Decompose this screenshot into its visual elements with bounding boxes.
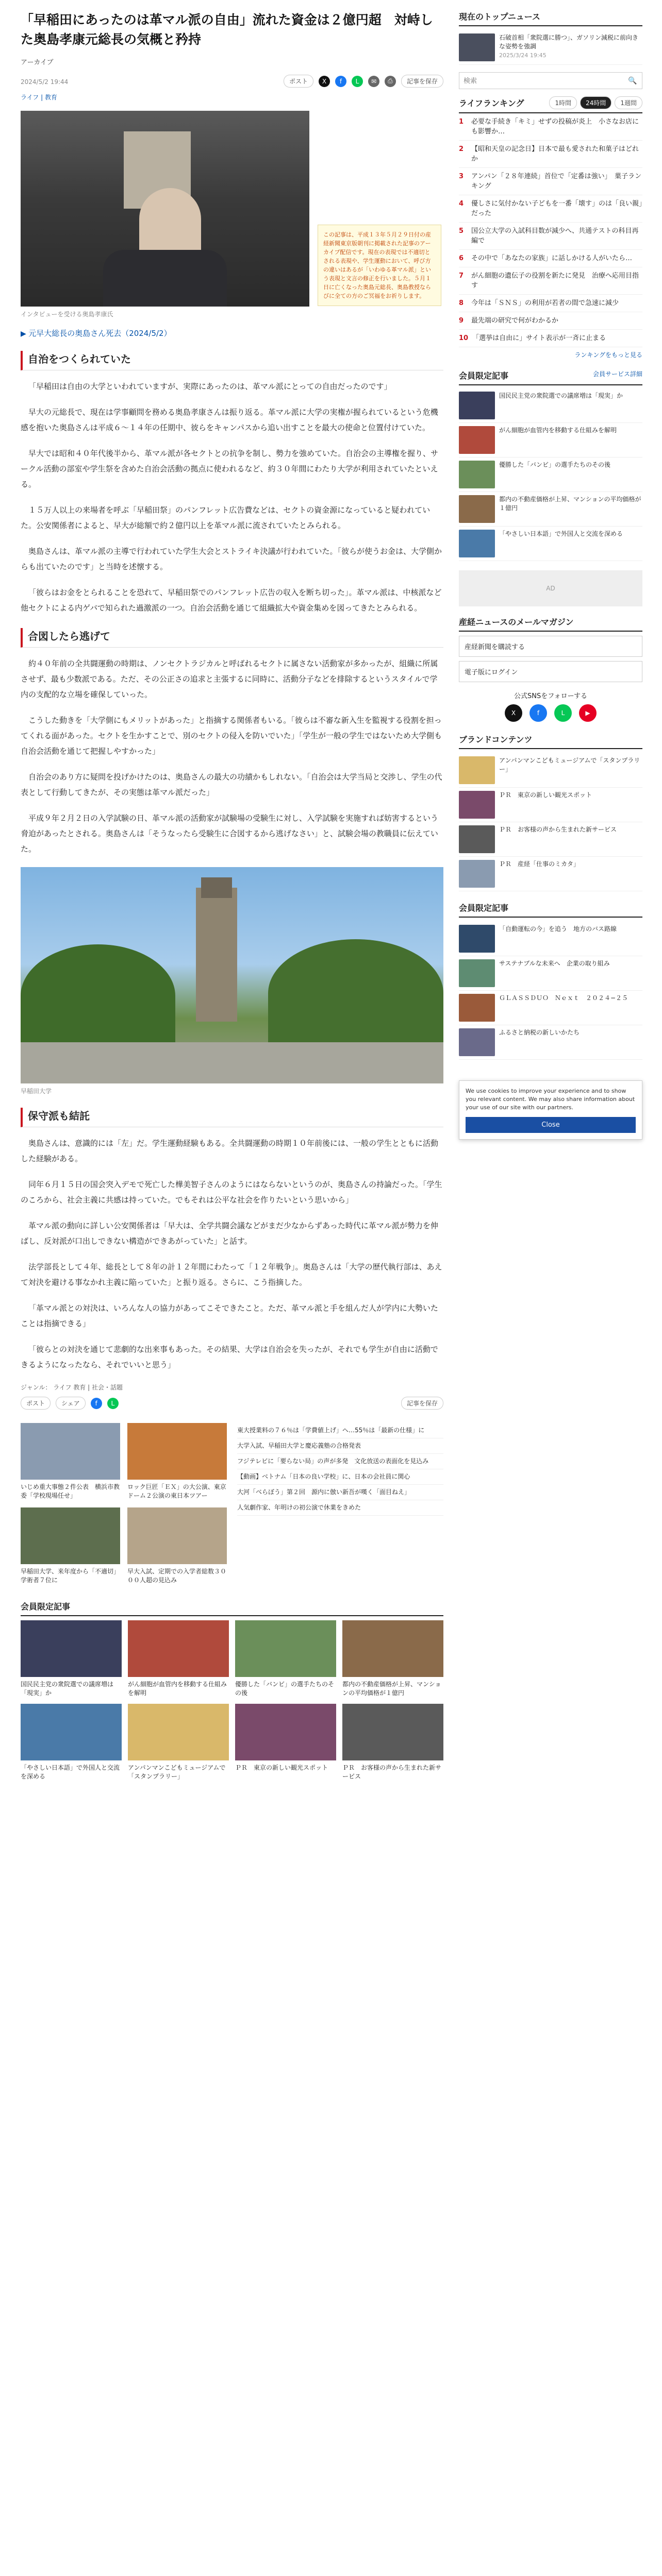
top-news-date: 2025/3/24 19:45 bbox=[499, 52, 547, 59]
paragraph: 早大の元総長で、現在は学事顧問を務める奥島孝康さんは振り返る。革マル派に大学の実権が握られているという危機感を抱いた奥島さんは平成６〜１４年の任期中、彼らをキャンパスから追い出すことを最大の使命と位置付けていた。 bbox=[21, 408, 438, 432]
ranking-item[interactable]: 9 最先端の研究で何がわかるか bbox=[459, 312, 642, 330]
paragraph: 奥島さんは、革マル派の主導で行われていた学生大会とストライキ決議が行われていた。「彼らが使うお金は、大学側からも出ていたのです」と当時を述懐する。 bbox=[21, 547, 442, 571]
pr2-item[interactable]: 「自動運転の今」を追う 地方のバス路線 bbox=[459, 922, 642, 956]
article-title: 「早稲田にあったのは革マル派の自由」流れた資金は２億円超 対峙した奥島孝康元総長の気概と矜持 bbox=[21, 12, 433, 47]
ranking-list bbox=[459, 113, 642, 347]
facebook-icon[interactable]: f bbox=[529, 704, 547, 722]
paragraph: 平成９年２月２日の入学試験の日、革マル派の活動家が試験場の受験生に対し、入学試験を実施すれば妨害するという脅迫があったとされる。奥島さんは「そうなったら受験生に合図するから逃げなさい」と、試験会場の教職員に伝えていた。 bbox=[21, 814, 439, 854]
subscribe-link[interactable]: 産経新聞を購読する bbox=[459, 636, 642, 657]
cookie-close-button[interactable]: Close bbox=[466, 1117, 636, 1133]
top-news-thumb bbox=[459, 33, 495, 61]
photo1-caption: インタビューを受ける奥島孝康氏 bbox=[21, 311, 113, 318]
related-card[interactable]: いじめ重大事態２件公表 横浜市教委「学校現場任せ」 bbox=[21, 1423, 120, 1500]
paragraph: 早大では昭和４０年代後半から、革マル派が各セクトとの抗争を制し、勢力を強めていた。自治会の主導権を握り、サークル活動の部室や学生祭を含めた自治会活動の拠点に使われるなど、約３０年間にわたり大学が利用されていたといえる。 bbox=[21, 449, 439, 489]
recommend-item[interactable]: 国民民主党の衆院選での議席増は「現実」か bbox=[459, 388, 642, 423]
paragraph: 奥島さんは、意識的には「左」だ。学生運動経験もある。全共闘運動の時期１０年前後には、一般の学生とともに活動した経験がある。 bbox=[21, 1139, 439, 1163]
search-box bbox=[459, 72, 642, 89]
ranking-item[interactable]: 10 「選挙は自由に」サイト表示が一斉に止まる bbox=[459, 330, 642, 347]
sns-icons bbox=[459, 704, 642, 722]
member-card[interactable]: 優勝した「バンビ」の選手たちのその後 bbox=[235, 1620, 336, 1698]
related-arrow-icon: ▶ bbox=[21, 330, 29, 338]
pr-item[interactable]: ＰＲ 産経「仕事のミカタ」 bbox=[459, 857, 642, 891]
member-articles-grid bbox=[21, 1620, 443, 1781]
article-date: 2024/5/2 19:44 bbox=[21, 78, 69, 86]
related-link[interactable]: 元早大総長の奥島さん死去（2024/5/2） bbox=[28, 329, 172, 338]
member-card[interactable]: 「やさしい日本語」で外国人と交流を深める bbox=[21, 1704, 122, 1781]
member-card[interactable]: がん細胞が血管内を移動する仕組みを解明 bbox=[128, 1620, 229, 1698]
member-articles-heading: 会員限定記事 bbox=[21, 1600, 443, 1616]
ranking-heading: ライフランキング bbox=[459, 98, 524, 108]
paragraph: 「彼らとの対決を通じて悲劇的な出来事もあった。その結果、大学は自治会を失ったが、それでも学生が自由に活動できるようになったなら、それでいいと思う」 bbox=[21, 1345, 438, 1369]
paragraph: 革マル派の動向に詳しい公安関係者は「早大は、全学共闘会議などがまだ少なからずあった時代に革マル派が勢力を伸ばし、反対派が口出しできない構造ができあがっていた」と話す。 bbox=[21, 1221, 438, 1246]
ranking-tab[interactable]: 1週間 bbox=[615, 96, 642, 109]
ranking-item[interactable]: 5 国公立大学の入試科目数が減少へ、共通テストの科目再編で bbox=[459, 223, 642, 250]
top-news-heading: 現在のトップニュース bbox=[459, 10, 642, 26]
pr2-item[interactable]: ふるさと納税の新しいかたち bbox=[459, 1025, 642, 1060]
interview-photo bbox=[21, 111, 309, 307]
section-heading: 自治をつくられていた bbox=[21, 351, 443, 370]
photo2-caption: 早稲田大学 bbox=[21, 1088, 52, 1095]
newsletter-heading: 産経ニュースのメールマガジン bbox=[459, 616, 642, 632]
member-card[interactable]: ＰＲ お客様の声から生まれた新サービス bbox=[342, 1704, 443, 1781]
pr2-heading: 会員限定記事 bbox=[459, 902, 642, 918]
line-icon[interactable]: L bbox=[107, 1398, 119, 1409]
article-column bbox=[21, 10, 443, 1781]
sidebar bbox=[459, 10, 642, 1140]
x-icon[interactable]: X bbox=[319, 76, 330, 87]
youtube-icon[interactable]: ▶ bbox=[579, 704, 597, 722]
share-button[interactable]: シェア bbox=[56, 1397, 86, 1410]
recommend-more-link[interactable]: 会員サービス詳細 bbox=[592, 370, 642, 378]
print-icon[interactable]: ⎙ bbox=[385, 76, 396, 87]
ranking-item[interactable]: 1 必要な手続き「キミ」せずの投稿が炎上 小さなお店にも影響か… bbox=[459, 113, 642, 141]
related-list-item[interactable]: 大学入試、早稲田大学と慶応義塾の合格発表 bbox=[237, 1438, 443, 1454]
facebook-icon[interactable]: f bbox=[335, 76, 346, 87]
ranking-item[interactable]: 7 がん細胞の遺伝子の役割を新たに発見 治療へ応用目指す bbox=[459, 267, 642, 295]
ranking-item[interactable]: 3 アンパン「２８年連続」首位で「定番は強い」 菓子ランキング bbox=[459, 168, 642, 195]
paragraph: 「彼らはお金をとられることを恐れて、早稲田祭でのパンフレット広告の収入を断ち切った」。革マル派は、中核派など他セクトによる内ゲバで知られた過激派の一つ。自治会活動を通じて組織拡大や資金集めを図ってきたとみられる。 bbox=[21, 588, 442, 613]
pr-item[interactable]: ＰＲ 東京の新しい観光スポット bbox=[459, 788, 642, 822]
related-list-item[interactable]: 人気劇作家、年明けの初公演で休業をきめた bbox=[237, 1500, 443, 1516]
member-card[interactable]: 国民民主党の衆院選での議席増は「現実」か bbox=[21, 1620, 122, 1698]
recommend-item[interactable]: 「やさしい日本語」で外国人と交流を深める bbox=[459, 527, 642, 561]
ranking-tab[interactable]: 1時間 bbox=[549, 96, 577, 109]
member-card[interactable]: 都内の不動産価格が上昇、マンションの平均価格が１億円 bbox=[342, 1620, 443, 1698]
login-link[interactable]: 電子版にログイン bbox=[459, 661, 642, 682]
pr-item[interactable]: ＰＲ お客様の声から生まれた新サービス bbox=[459, 822, 642, 857]
cookie-text: We use cookies to improve your experience and to show you relevant content. We may also share information about your use of our site with our partners. bbox=[466, 1088, 635, 1111]
related-card[interactable]: 早稲田大学、来年度から「不適切」学術者７位に bbox=[21, 1507, 120, 1585]
pr2-item[interactable]: ＧＬＡＳＳＤＵＯ Ｎｅｘｔ ２０２４−２５ bbox=[459, 991, 642, 1025]
facebook-icon[interactable]: f bbox=[91, 1398, 102, 1409]
related-list-item[interactable]: 東大授業料の７６％は「学費値上げ」へ…55％は「最新の仕様」に bbox=[237, 1423, 443, 1438]
recommend-heading: 会員限定記事 bbox=[459, 371, 509, 381]
recommend-item[interactable]: 優勝した「バンビ」の選手たちのその後 bbox=[459, 457, 642, 492]
footer-tags[interactable]: ジャンル： ライフ 教育 | 社会・話題 bbox=[21, 1384, 123, 1391]
search-input[interactable] bbox=[459, 73, 623, 89]
paragraph: 「早稲田は自由の大学といわれていますが、実際にあったのは、革マル派にとっての自由だったのです」 bbox=[28, 382, 392, 391]
post-button[interactable]: ポスト bbox=[21, 1397, 51, 1410]
section-heading: 合図したら逃げて bbox=[21, 628, 443, 648]
member-card[interactable]: アンパンマンこどもミュージアムで「スタンプラリー」 bbox=[128, 1704, 229, 1781]
article-tags[interactable]: ライフ | 教育 bbox=[21, 94, 57, 101]
search-icon[interactable]: 🔍 bbox=[628, 76, 637, 85]
banner-ad[interactable]: AD bbox=[459, 570, 642, 606]
recommend-item[interactable]: がん細胞が血管内を移動する仕組みを解明 bbox=[459, 423, 642, 457]
paragraph: こうした動きを「大学側にもメリットがあった」と指摘する関係者もいる。「彼らは不審な新入生を監視する役割を担ってくれる面があった。セクトを生かすことで、別のセクトの侵入を防いでいた」「学生が一般の学生ではないため大学側も自治会活動を通じて把握しやすかった」 bbox=[21, 716, 442, 756]
paragraph: 法学部長として４年、総長として８年の計１２年間にわたって「１２年戦争」。奥島さんは「大学の歴代執行部は、あえて対決を避ける事なかれ主義に陥っていた」と振り返る。さらに、こう指摘した。 bbox=[21, 1262, 442, 1287]
sns-heading: 公式SNSをフォローする bbox=[514, 692, 587, 700]
line-icon[interactable]: L bbox=[554, 704, 572, 722]
share-bar-bottom bbox=[21, 1397, 443, 1410]
ranking-item[interactable]: 2 【昭和天皇の記念日】日本で最も愛された和菓子はどれか bbox=[459, 141, 642, 168]
save-article-button[interactable]: 記事を保存 bbox=[401, 75, 443, 88]
pr-item[interactable]: アンパンマンこどもミュージアムで「スタンプラリー」 bbox=[459, 753, 642, 788]
related-list-item[interactable]: フジテレビに「要らない局」の声が多発 文化放送の表面化を見込み bbox=[237, 1454, 443, 1469]
related-card[interactable]: ロック巨匠「ＥＸ」の大公演、東京ドーム２公演の東日本ツアー bbox=[127, 1423, 227, 1500]
save-article-button[interactable]: 記事を保存 bbox=[401, 1397, 443, 1410]
paragraph: 「革マル派との対決は、いろんな人の協力があってこそできたこと。ただ、革マル派と手を組んだ人が学内に大勢いたことは指摘できる」 bbox=[21, 1303, 438, 1328]
archive-note: この記事は、平成１３年５月２９日付の産経新聞東京版朝刊に掲載された記事のアーカイブ配信です。現在の表現では不適切とされる表現や、学生運動において、呼び方の違いはあるが「いわゆる革マル派」という表現と文言の修正を行いました。５月１日に亡くなった奥島元総長、奥島教授ならびに全ての方のご冥福をお祈りします。 bbox=[318, 225, 441, 306]
ranking-item[interactable]: 8 今年は「ＳＮＳ」の利用が若者の間で急速に減少 bbox=[459, 295, 642, 312]
share-bar bbox=[284, 75, 443, 88]
top-news-text: 石破首相「衆院選に勝つ」、ガソリン減税に前向きな姿勢を強調 bbox=[499, 34, 639, 50]
x-icon[interactable]: X bbox=[505, 704, 522, 722]
paragraph: 自治会のあり方に疑問を投げかけたのは、奥島さんの最大の功績かもしれない。「自治会は大学当局と交渉し、学生の代表として行動してきたが、その実態は革マル派だった」 bbox=[21, 772, 442, 797]
top-news-item[interactable] bbox=[459, 30, 642, 65]
ranking-item[interactable]: 4 優しさに気付かない子どもを一番「壊す」のは「良い親」だった bbox=[459, 195, 642, 223]
related-grid bbox=[21, 1423, 227, 1585]
pr-heading: ブランドコンテンツ bbox=[459, 733, 642, 749]
cookie-banner bbox=[459, 1080, 642, 1140]
section-heading: 保守派も結託 bbox=[21, 1108, 443, 1127]
related-list-item[interactable]: 【動画】ベトナム「日本の良い学校」に、日本の会社員に関心 bbox=[237, 1469, 443, 1485]
ranking-more-link[interactable]: ランキングをもっと見る bbox=[574, 351, 642, 359]
paragraph: １５万人以上の来場者を呼ぶ「早稲田祭」のパンフレット広告費などは、セクトの資金源になっていると疑われていた。公安関係者によると、早大が総額で約２億円以上を革マル派に流されていたとみられる。 bbox=[21, 505, 431, 530]
ranking-item[interactable]: 6 その中で「あなたの家族」に話しかける人がいたら… bbox=[459, 250, 642, 267]
mail-icon[interactable]: ✉ bbox=[368, 76, 379, 87]
line-icon[interactable]: L bbox=[352, 76, 363, 87]
paragraph: 同年６月１５日の国会突入デモで死亡した樺美智子さんのようにはならないというのが、奥島さんの持論だった。「学生のころから、社会主義に共感は持っていた。でもそれは公平な社会を作りたいという思いから」 bbox=[21, 1180, 442, 1205]
ranking-tab[interactable]: 24時間 bbox=[580, 96, 611, 109]
related-list-item[interactable]: 大河「べらぼう」第２回 源内に倣い新吾が嘆く「面目ねえ」 bbox=[237, 1485, 443, 1500]
article-category[interactable]: アーカイブ bbox=[21, 59, 54, 66]
related-list bbox=[237, 1423, 443, 1585]
related-card[interactable]: 早大入試、定期での入学者総数３０００人超の見込み bbox=[127, 1507, 227, 1585]
pr2-item[interactable]: サステナブルな未来へ 企業の取り組み bbox=[459, 956, 642, 991]
campus-photo bbox=[21, 867, 443, 1083]
post-button[interactable]: ポスト bbox=[284, 75, 313, 88]
member-card[interactable]: ＰＲ 東京の新しい観光スポット bbox=[235, 1704, 336, 1781]
recommend-item[interactable]: 都内の不動産価格が上昇、マンションの平均価格が１億円 bbox=[459, 492, 642, 527]
paragraph: 約４０年前の全共闘運動の時期は、ノンセクトラジカルと呼ばれるセクトに属さない活動家が多かったが、組織に所属させず、最も少数派である。ただ、その公正さの追求と主張するに同時に、活動分子などを排除するというスタイルで学内の支配的な立場を確保していった。 bbox=[21, 659, 438, 699]
